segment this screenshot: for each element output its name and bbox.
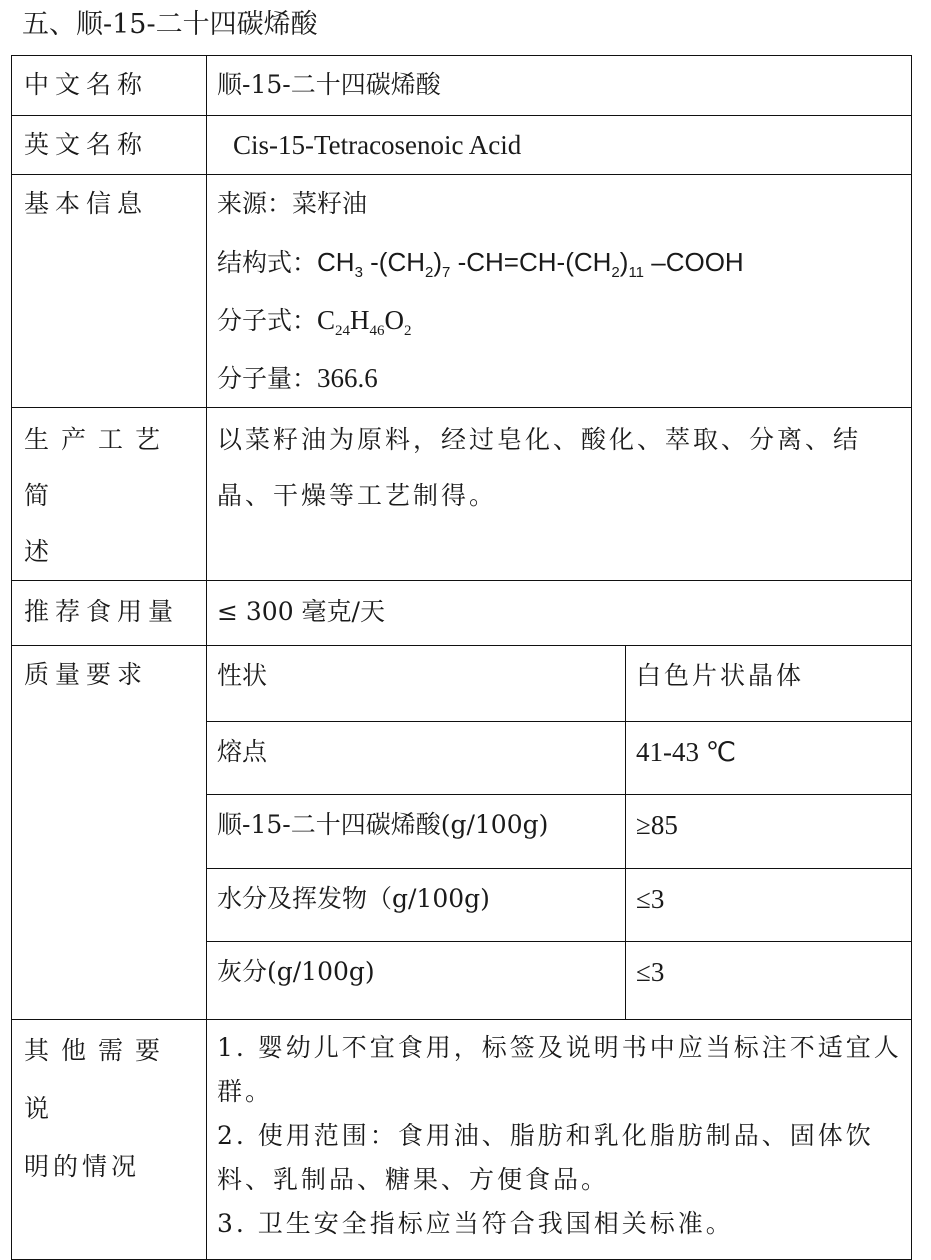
quality-row: 灰分(g/100g) ≤3 <box>207 941 911 1019</box>
value-dosage: ≤ 300 毫克/天 <box>207 581 912 646</box>
row-quality <box>12 646 912 1020</box>
label-other-notes: 其他需要说 明的情况 <box>12 1020 207 1260</box>
specification-table <box>11 55 912 1260</box>
label-basic-info: 基本信息 <box>12 175 207 408</box>
quality-row: 顺-15-二十四碳烯酸(g/100g) ≥85 <box>207 794 911 868</box>
row-chinese-name <box>12 56 912 116</box>
document-title: 五、顺-15-二十四碳烯酸 <box>22 9 318 40</box>
molecular-weight-line: 分子量：366.6 <box>217 363 378 393</box>
value-process: 以菜籽油为原料，经过皂化、酸化、萃取、分离、结晶、干燥等工艺制得。 <box>207 408 912 581</box>
label-quality: 质量要求 <box>12 646 207 1020</box>
note-item: 1. 婴幼儿不宜食用，标签及说明书中应当标注不适宜人群。 <box>217 1033 902 1106</box>
label-dosage: 推荐食用量 <box>12 581 207 646</box>
quality-row: 性状 白色片状晶体 <box>207 646 911 721</box>
label-chinese-name: 中文名称 <box>12 56 207 116</box>
quality-row: 熔点 41-43 ℃ <box>207 721 911 794</box>
row-process <box>12 408 912 581</box>
note-item: 3. 卫生安全指标应当符合我国相关标准。 <box>217 1209 734 1238</box>
quality-subtable <box>207 646 911 1019</box>
row-dosage <box>12 581 912 646</box>
source-line: 来源：菜籽油 <box>217 189 368 218</box>
value-other-notes <box>207 1020 912 1260</box>
molecular-formula: $C_{24}H_{46}O_2$ <box>317 305 412 339</box>
quality-row: 水分及挥发物（g/100g) ≤3 <box>207 868 911 941</box>
value-basic-info <box>207 175 912 408</box>
molecular-formula-line: 分子式：$C_{24}H_{46}O_2$ <box>217 305 412 339</box>
quality-subtable-cell <box>207 646 912 1020</box>
label-process: 生产工艺简 述 <box>12 408 207 581</box>
note-item: 2. 使用范围：食用油、脂肪和乳化脂肪制品、固体饮料、乳制品、糖果、方便食品。 <box>217 1121 874 1194</box>
row-basic-info <box>12 175 912 408</box>
structure-line: 结构式：$CH_3$ $-(CH_2)_7$ $-CH=CH-(CH_2)_{11}$ –COOH <box>217 247 744 281</box>
row-english-name <box>12 116 912 175</box>
value-english-name: Cis-15-Tetracosenoic Acid <box>207 116 912 175</box>
value-chinese-name: 顺-15-二十四碳烯酸 <box>207 56 912 116</box>
structural-formula: $CH_3$ $-(CH_2)_7$ $-CH=CH-(CH_2)_{11}$ –COOH <box>317 247 744 281</box>
label-english-name: 英文名称 <box>12 116 207 175</box>
row-other-notes <box>12 1020 912 1260</box>
